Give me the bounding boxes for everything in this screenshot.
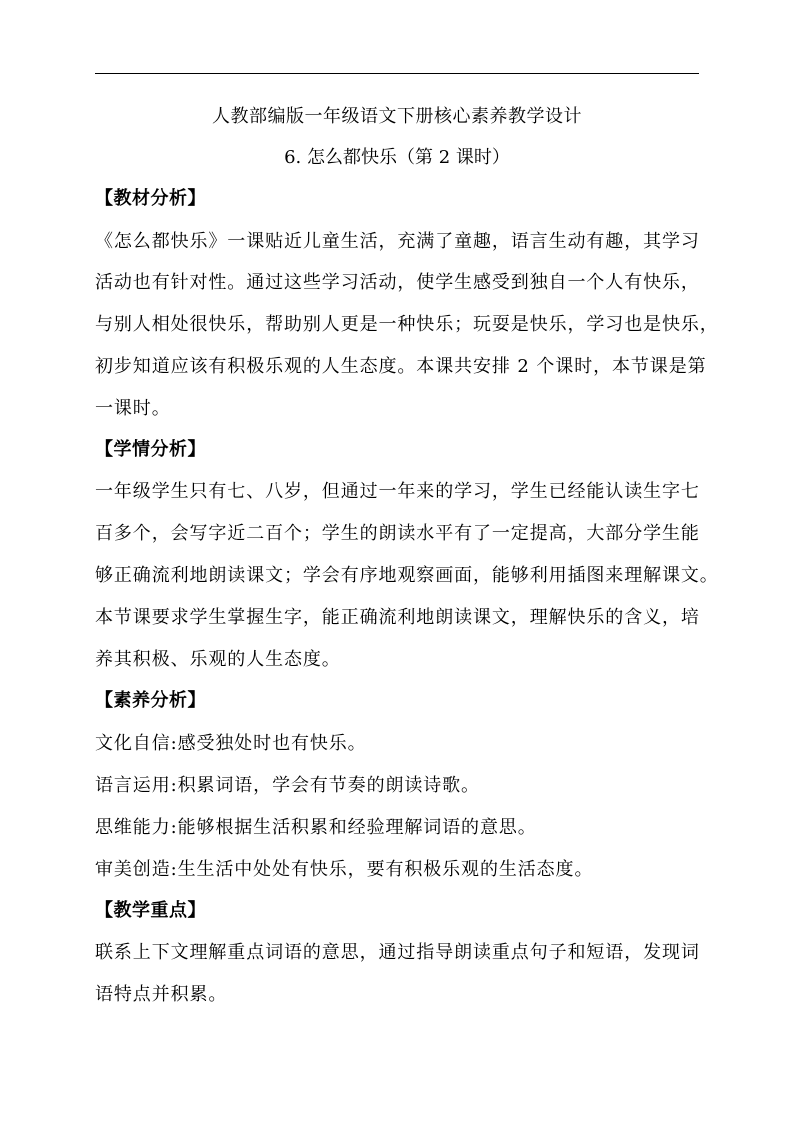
competency-item: 文化自信:感受独处时也有快乐。 <box>95 733 367 754</box>
paragraph-line: 活动也有针对性。通过这些学习活动，使学生感受到独自一个人有快乐， <box>95 272 700 293</box>
competency-item: 审美创造:生生活中处处有快乐，要有积极乐观的生活态度。 <box>95 859 594 880</box>
competency-item: 思维能力:能够根据生活积累和经验理解词语的意思。 <box>95 817 537 838</box>
section-heading-competency-analysis: 【素养分析】 <box>95 690 206 711</box>
paragraph-line: 百多个，会写字近二百个；学生的朗读水平有了一定提高，大部分学生能 <box>95 523 700 544</box>
paragraph-line: 一课时。 <box>95 398 171 419</box>
paragraph-line: 《怎么都快乐》一课贴近儿童生活，充满了童趣，语言生动有趣，其学习 <box>95 231 700 252</box>
paragraph-line: 养其积极、乐观的人生态度。 <box>95 649 341 670</box>
document-title: 人教部编版一年级语文下册核心素养教学设计 <box>212 106 582 127</box>
paragraph-line: 本节课要求学生掌握生字，能正确流利地朗读课文，理解快乐的含义，培 <box>95 607 700 628</box>
paragraph-line: 联系上下文理解重点词语的意思，通过指导朗读重点句子和短语，发现词 <box>95 942 700 963</box>
section-heading-textbook-analysis: 【教材分析】 <box>95 188 206 209</box>
paragraph-line: 一年级学生只有七、八岁，但通过一年来的学习，学生已经能认读生字七 <box>95 481 700 502</box>
header-rule <box>95 73 699 74</box>
competency-item: 语言运用:积累词语，学会有节奏的朗读诗歌。 <box>95 775 480 796</box>
section-heading-learner-analysis: 【学情分析】 <box>95 439 206 460</box>
document-subtitle: 6. 怎么都快乐（第 2 课时） <box>284 147 510 168</box>
paragraph-line: 与别人相处很快乐，帮助别人更是一种快乐；玩耍是快乐，学习也是快乐， <box>95 314 719 335</box>
paragraph-line: 初步知道应该有积极乐观的人生态度。本课共安排 2 个课时，本节课是第 <box>95 356 707 377</box>
paragraph-line: 语特点并积累。 <box>95 984 228 1005</box>
section-heading-teaching-focus: 【教学重点】 <box>95 900 206 921</box>
paragraph-line: 够正确流利地朗读课文；学会有序地观察画面，能够利用插图来理解课文。 <box>95 565 719 586</box>
